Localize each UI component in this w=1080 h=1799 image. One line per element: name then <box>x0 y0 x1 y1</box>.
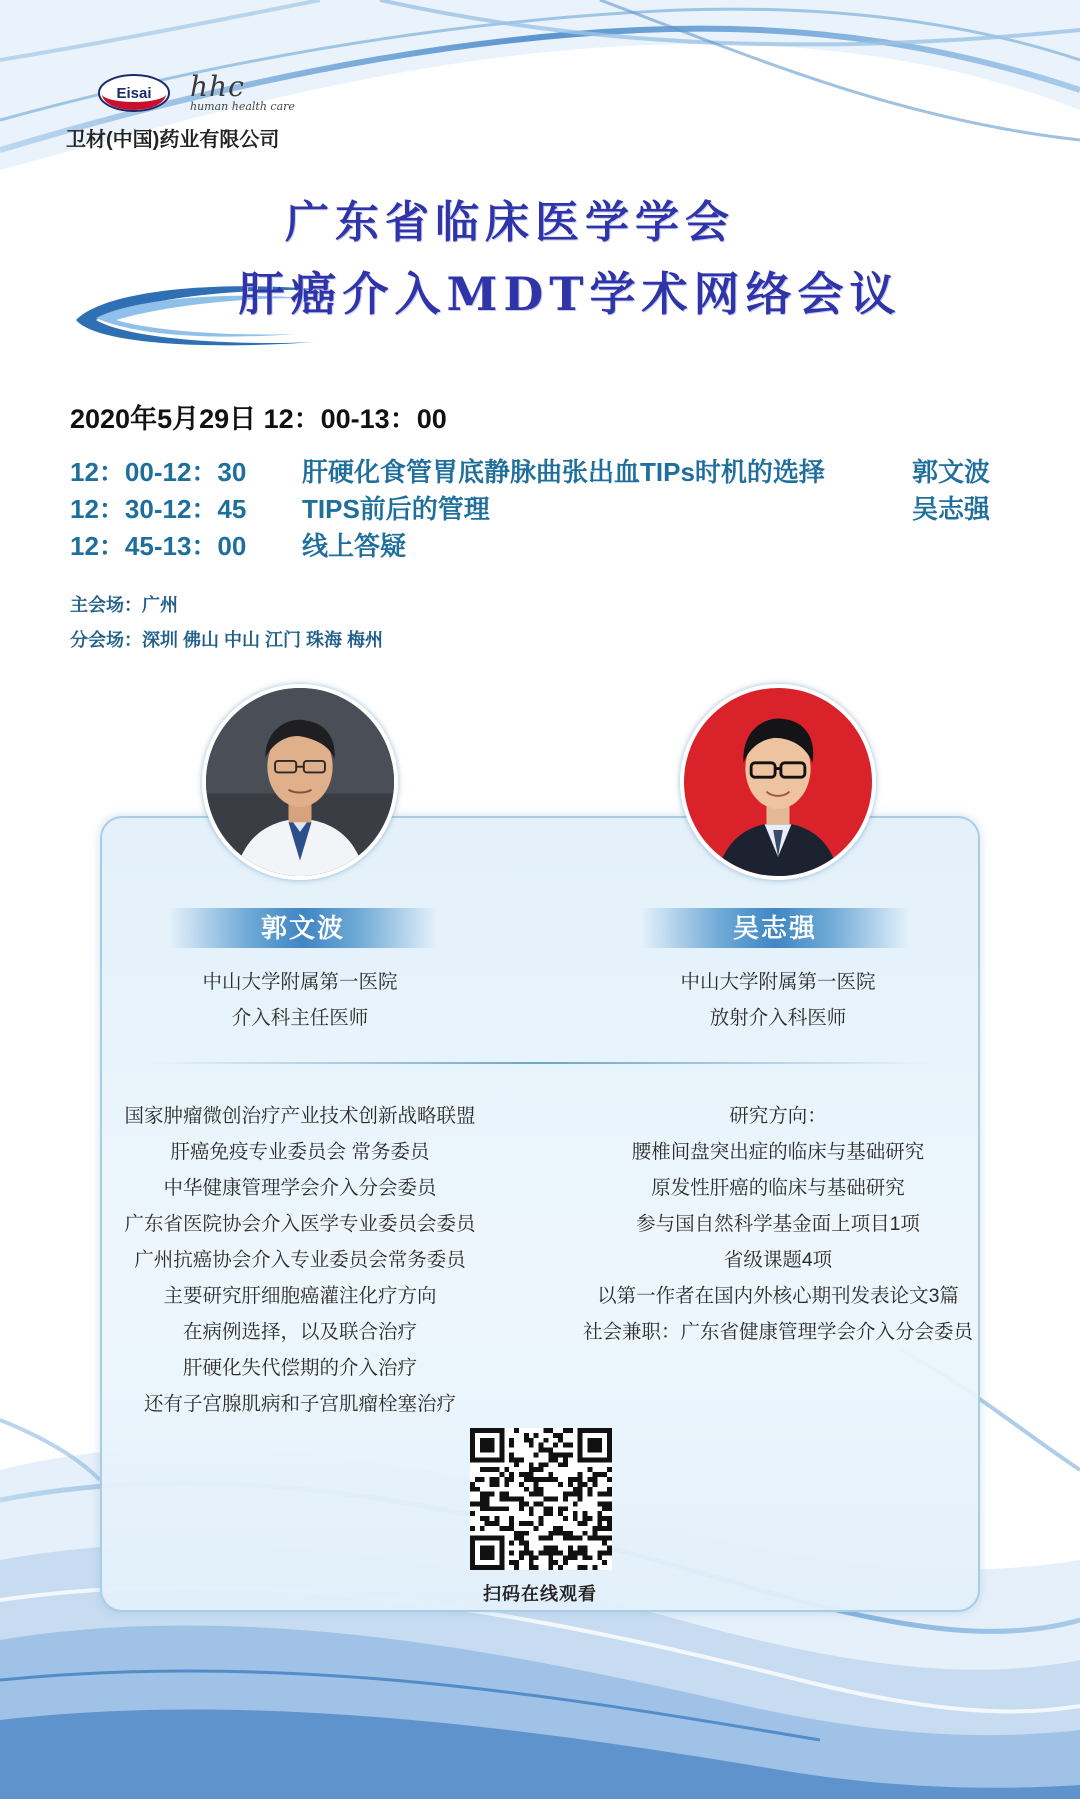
bio-line: 还有子宫腺肌病和子宫肌瘤栓塞治疗 <box>143 1393 456 1415</box>
schedule-topic: 线上答疑 <box>302 531 407 561</box>
qr-code-icon <box>470 1428 612 1570</box>
page-title-line-2: 肝癌介入MDT学术网络会议 <box>238 267 902 321</box>
brand-header <box>66 66 366 156</box>
bio-line: 参与国自然科学基金面上项目1项 <box>636 1213 920 1235</box>
eisai-logo <box>98 74 170 112</box>
speaker-portrait-icon <box>684 688 872 876</box>
schedule-time: 12：45-13：00 <box>70 531 247 561</box>
schedule-row <box>70 489 990 525</box>
schedule-speaker: 郭文波 <box>911 457 990 487</box>
speaker-affiliation <box>90 964 510 1036</box>
bio-line: 肝癌免疫专业委员会 常务委员 <box>170 1141 430 1163</box>
bio-line: 国家肿瘤微创治疗产业技术创新战略联盟 <box>124 1105 476 1127</box>
speaker-photo-avatar <box>680 684 876 880</box>
bio-line: 广州抗癌协会介入专业委员会常务委员 <box>134 1249 466 1271</box>
bio-line: 在病例选择，以及联合治疗 <box>182 1321 417 1343</box>
section-divider <box>148 1062 932 1064</box>
schedule-row <box>70 526 990 562</box>
main-venue: 主会场：广州 <box>70 595 178 615</box>
bio-line: 研究方向： <box>729 1105 827 1127</box>
affiliation-line: 中山大学附属第一医院 <box>202 971 398 993</box>
page-title-line-1: 广东省临床医学学会 <box>285 197 735 248</box>
bio-line: 中华健康管理学会介入分会委员 <box>163 1177 437 1199</box>
affiliation-line: 放射介入科医师 <box>709 1007 847 1029</box>
affiliation-line: 中山大学附属第一医院 <box>680 971 876 993</box>
schedule-time: 12：00-12：30 <box>70 457 247 487</box>
bio-line: 省级课题4项 <box>723 1249 833 1271</box>
schedule-row <box>70 452 990 488</box>
qr-code[interactable] <box>470 1428 612 1570</box>
schedule-speaker: 吴志强 <box>911 494 990 524</box>
bio-line: 主要研究肝细胞癌灌注化疗方向 <box>163 1285 437 1307</box>
bio-line: 肝硬化失代偿期的介入治疗 <box>182 1357 417 1379</box>
eisai-logo-text: Eisai <box>116 85 152 102</box>
schedule-time: 12：30-12：45 <box>70 494 247 524</box>
sub-venues: 分会场：深圳 佛山 中山 江门 珠海 梅州 <box>70 630 384 650</box>
bio-line: 腰椎间盘突出症的临床与基础研究 <box>631 1141 925 1163</box>
schedule-topic: 肝硬化食管胃底静脉曲张出血TIPs时机的选择 <box>302 457 825 487</box>
hhc-logo <box>190 70 310 114</box>
speaker-name: 郭文波 <box>168 908 438 948</box>
speaker-portrait-icon <box>206 688 394 876</box>
speaker-bio <box>90 1098 510 1422</box>
speaker-name: 吴志强 <box>640 908 910 948</box>
schedule-topic: TIPS前后的管理 <box>302 494 490 524</box>
qr-caption: 扫码在线观看 <box>483 1584 597 1604</box>
speaker-photo-avatar <box>202 684 398 880</box>
bio-line: 广东省医院协会介入医学专业委员会委员 <box>124 1213 476 1235</box>
hhc-mark: hhc <box>190 70 245 103</box>
bio-line: 原发性肝癌的临床与基础研究 <box>651 1177 905 1199</box>
event-date-time: 2020年5月29日 12：00-13：00 <box>70 404 447 434</box>
company-name: 卫材(中国)药业有限公司 <box>66 129 280 151</box>
hhc-tagline: human health care <box>190 100 295 113</box>
speaker-affiliation <box>568 964 988 1036</box>
bio-line: 以第一作者在国内外核心期刊发表论文3篇 <box>597 1285 959 1307</box>
bio-line: 社会兼职：广东省健康管理学会介入分会委员 <box>582 1321 973 1343</box>
speaker-bio <box>568 1098 988 1350</box>
affiliation-line: 介入科主任医师 <box>231 1007 369 1029</box>
